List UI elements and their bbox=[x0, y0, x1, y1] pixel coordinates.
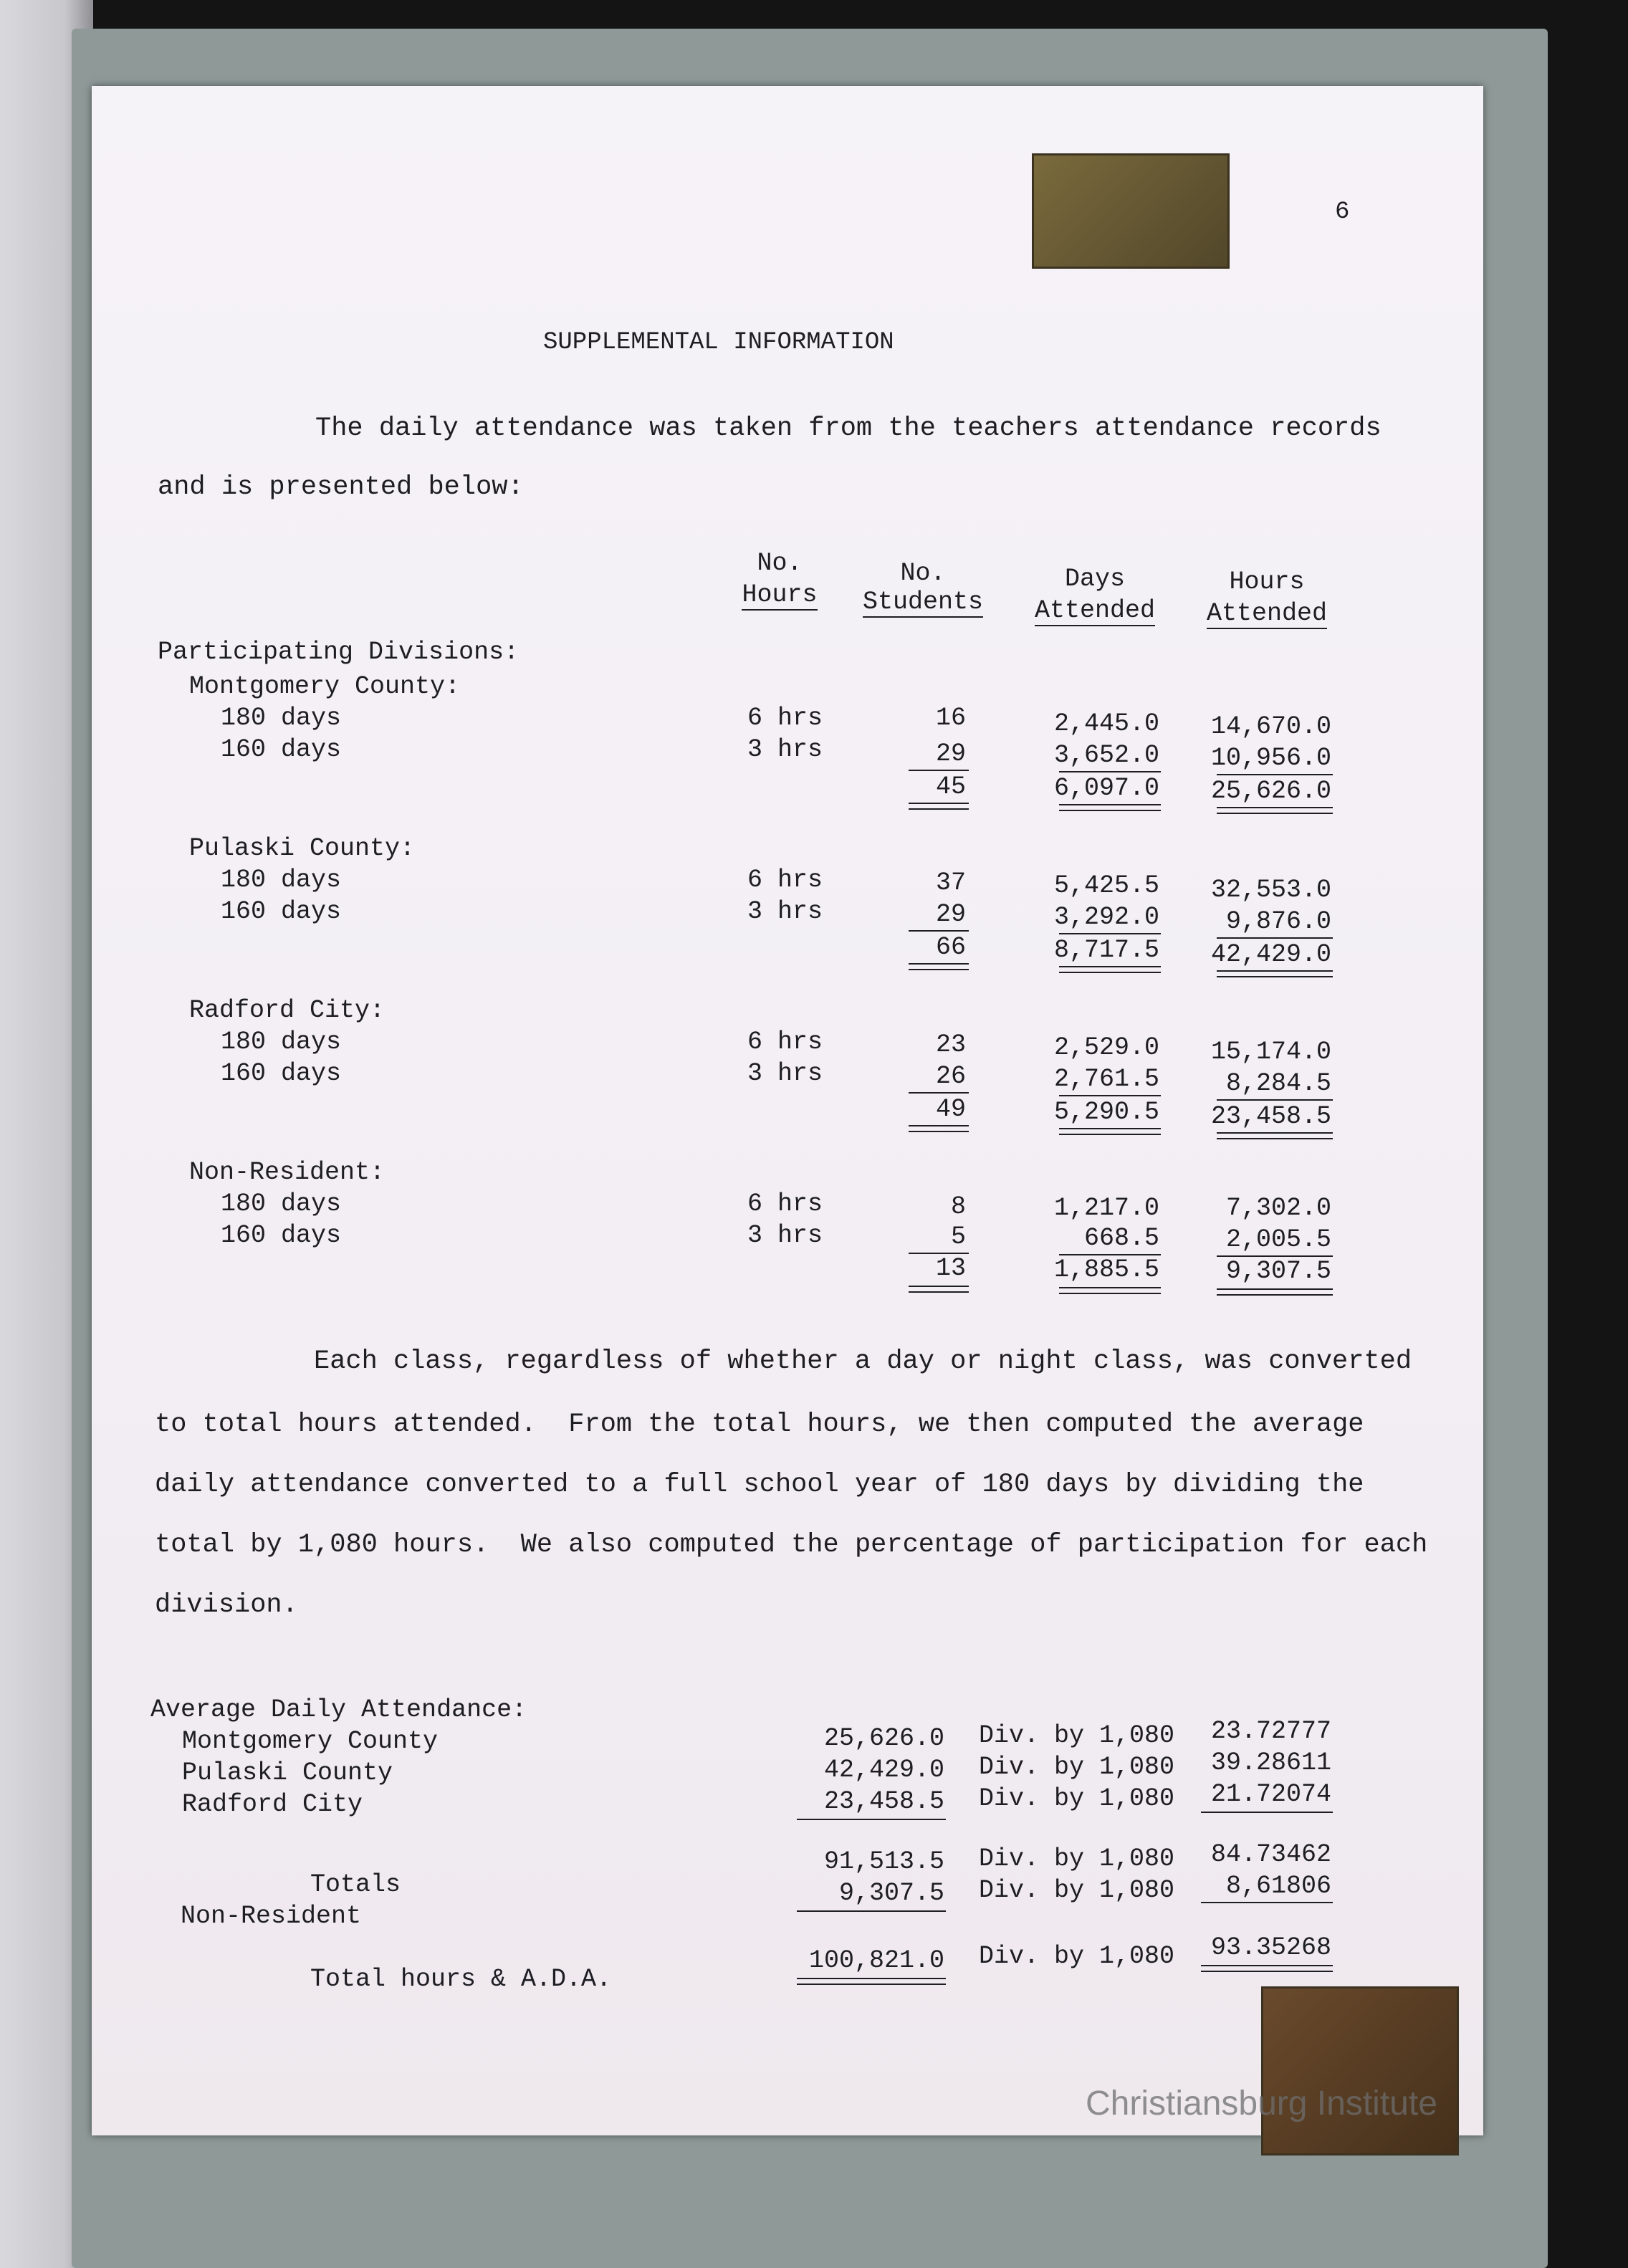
ada-row-label: Montgomery County bbox=[182, 1727, 439, 1756]
subtotal-rule bbox=[1059, 771, 1161, 772]
total-days: 6,097.0 bbox=[1053, 774, 1159, 803]
total-days: 8,717.5 bbox=[1053, 936, 1159, 965]
total-double-rule bbox=[909, 803, 969, 810]
ada-row-label: Pulaski County bbox=[182, 1759, 393, 1787]
row-label: 180 days bbox=[221, 866, 342, 894]
row-hours: 3 hrs bbox=[747, 1059, 823, 1088]
ada-totals-divisor: Div. by 1,080 bbox=[979, 1844, 1175, 1873]
subtotal-rule bbox=[909, 1092, 969, 1094]
ada-row-divisor: Div. by 1,080 bbox=[979, 1721, 1175, 1750]
row-label: 180 days bbox=[221, 1028, 342, 1056]
total-double-rule bbox=[1059, 1287, 1161, 1294]
paragraph-line: division. bbox=[155, 1590, 298, 1620]
total-double-rule bbox=[1059, 1128, 1161, 1135]
row-days: 3,652.0 bbox=[1053, 741, 1159, 770]
page-number: 6 bbox=[1335, 198, 1350, 226]
row-days: 668.5 bbox=[1083, 1224, 1159, 1253]
total-double-rule bbox=[1217, 1132, 1333, 1139]
watermark: Christiansburg Institute bbox=[1086, 2085, 1437, 2123]
ada-grand-divisor: Div. by 1,080 bbox=[979, 1942, 1175, 1971]
ada-nonres-hours: 9,307.5 bbox=[838, 1879, 944, 1908]
total-double-rule bbox=[1059, 804, 1161, 811]
row-hours-attended: 8,284.5 bbox=[1225, 1069, 1331, 1098]
row-students: 16 bbox=[935, 704, 966, 732]
row-label: 160 days bbox=[221, 897, 342, 926]
row-students: 37 bbox=[935, 869, 966, 897]
row-hours-attended: 10,956.0 bbox=[1210, 744, 1331, 772]
header-days-line2: Attended bbox=[1034, 596, 1156, 625]
header-hours-line1: No. bbox=[757, 549, 803, 578]
total-double-rule bbox=[909, 1125, 969, 1132]
total-double-rule bbox=[1217, 1288, 1333, 1296]
row-days: 3,292.0 bbox=[1053, 903, 1159, 932]
subtotal-rule bbox=[1217, 937, 1333, 939]
division-name: Radford City: bbox=[189, 996, 386, 1025]
total-students: 13 bbox=[935, 1254, 966, 1283]
ada-nonres-result: 8,61806 bbox=[1225, 1872, 1331, 1900]
row-days: 2,529.0 bbox=[1053, 1033, 1159, 1062]
header-students-line2: Students bbox=[862, 588, 984, 616]
row-hours: 6 hrs bbox=[747, 1028, 823, 1056]
paper-weight-bottom bbox=[1261, 1986, 1459, 2155]
row-students: 29 bbox=[935, 900, 966, 929]
document-page bbox=[92, 86, 1483, 2135]
paragraph-line: Each class, regardless of whether a day or night class, was converted bbox=[314, 1346, 1412, 1377]
paper-weight-top bbox=[1032, 153, 1230, 269]
ada-nonres-divisor: Div. by 1,080 bbox=[979, 1876, 1175, 1905]
division-name: Pulaski County: bbox=[189, 834, 416, 863]
row-hours: 3 hrs bbox=[747, 1221, 823, 1250]
total-hours-attended: 9,307.5 bbox=[1225, 1257, 1331, 1286]
total-days: 1,885.5 bbox=[1053, 1255, 1159, 1284]
ada-row-result: 39.28611 bbox=[1210, 1748, 1331, 1777]
header-hours-line2: Hours bbox=[742, 580, 818, 609]
row-days: 2,761.5 bbox=[1053, 1065, 1159, 1094]
ada-row-hours: 25,626.0 bbox=[823, 1724, 944, 1753]
division-name: Non-Resident: bbox=[189, 1158, 386, 1187]
division-name: Montgomery County: bbox=[189, 672, 461, 701]
total-hours-attended: 25,626.0 bbox=[1210, 777, 1331, 805]
paragraph-line: total by 1,080 hours. We also computed the percentage of participation for each bbox=[155, 1530, 1428, 1560]
header-hrsatt-line2: Attended bbox=[1206, 599, 1328, 628]
ada-row-divisor: Div. by 1,080 bbox=[979, 1753, 1175, 1781]
paragraph-line: to total hours attended. From the total hours, we then computed the average bbox=[155, 1410, 1364, 1440]
header-hrsatt-line1: Hours bbox=[1229, 568, 1305, 596]
total-hours-attended: 42,429.0 bbox=[1210, 940, 1331, 969]
ada-subtotal-rule bbox=[797, 1819, 946, 1820]
ada-row-hours: 42,429.0 bbox=[823, 1756, 944, 1784]
row-students: 23 bbox=[935, 1030, 966, 1059]
total-days: 5,290.5 bbox=[1053, 1098, 1159, 1126]
ada-row-divisor: Div. by 1,080 bbox=[979, 1784, 1175, 1813]
total-double-rule bbox=[909, 963, 969, 970]
header-students-line1: No. bbox=[900, 559, 946, 588]
ada-row-label: Radford City bbox=[182, 1790, 363, 1819]
participating-label: Participating Divisions: bbox=[158, 638, 519, 666]
row-students: 26 bbox=[935, 1062, 966, 1091]
ada-totals-label: Totals bbox=[310, 1870, 401, 1899]
ada-nonres-label: Non-Resident bbox=[181, 1902, 362, 1930]
row-days: 5,425.5 bbox=[1053, 871, 1159, 900]
row-label: 180 days bbox=[221, 1190, 342, 1218]
paragraph-line: daily attendance converted to a full school year of 180 days by dividing the bbox=[155, 1470, 1364, 1500]
row-hours: 6 hrs bbox=[747, 866, 823, 894]
row-hours-attended: 14,670.0 bbox=[1210, 712, 1331, 741]
ada-row-hours: 23,458.5 bbox=[823, 1787, 944, 1816]
row-label: 160 days bbox=[221, 1221, 342, 1250]
subtotal-rule bbox=[1217, 1099, 1333, 1101]
subtotal-rule bbox=[1059, 1095, 1161, 1096]
row-hours: 6 hrs bbox=[747, 704, 823, 732]
row-hours-attended: 7,302.0 bbox=[1225, 1194, 1331, 1222]
total-students: 45 bbox=[935, 772, 966, 801]
total-double-rule bbox=[1217, 807, 1333, 814]
row-hours-attended: 32,553.0 bbox=[1210, 876, 1331, 904]
total-double-rule bbox=[1059, 966, 1161, 973]
row-days: 1,217.0 bbox=[1053, 1194, 1159, 1222]
row-hours-attended: 9,876.0 bbox=[1225, 907, 1331, 936]
subtotal-rule bbox=[909, 930, 969, 932]
subtotal-rule bbox=[909, 770, 969, 771]
total-double-rule bbox=[1217, 970, 1333, 977]
ada-total-rule bbox=[797, 1910, 946, 1912]
ada-grand-label: Total hours & A.D.A. bbox=[310, 1965, 612, 1994]
row-label: 160 days bbox=[221, 1059, 342, 1088]
ada-subtotal-rule bbox=[1201, 1812, 1333, 1813]
page-title: SUPPLEMENTAL INFORMATION bbox=[543, 329, 894, 356]
total-double-rule bbox=[909, 1286, 969, 1293]
intro-line-2: and is presented below: bbox=[158, 472, 524, 502]
row-hours: 6 hrs bbox=[747, 1190, 823, 1218]
ada-row-result: 21.72074 bbox=[1210, 1780, 1331, 1809]
row-days: 2,445.0 bbox=[1053, 709, 1159, 738]
ada-heading: Average Daily Attendance: bbox=[150, 1695, 527, 1724]
intro-line-1: The daily attendance was taken from the teachers attendance records bbox=[315, 413, 1382, 444]
ada-grand-result: 93.35268 bbox=[1210, 1933, 1331, 1962]
row-students: 5 bbox=[950, 1222, 966, 1251]
row-hours-attended: 15,174.0 bbox=[1210, 1038, 1331, 1066]
row-hours: 3 hrs bbox=[747, 735, 823, 764]
row-label: 160 days bbox=[221, 735, 342, 764]
header-days-line1: Days bbox=[1064, 565, 1125, 593]
ada-grand-double-rule bbox=[797, 1978, 946, 1985]
row-hours-attended: 2,005.5 bbox=[1225, 1225, 1331, 1254]
subtotal-rule bbox=[1217, 774, 1333, 775]
total-hours-attended: 23,458.5 bbox=[1210, 1102, 1331, 1131]
row-students: 29 bbox=[935, 740, 966, 768]
ada-total-rule bbox=[1201, 1902, 1333, 1903]
row-students: 8 bbox=[950, 1192, 966, 1221]
ada-totals-result: 84.73462 bbox=[1210, 1840, 1331, 1869]
subtotal-rule bbox=[1059, 933, 1161, 934]
total-students: 49 bbox=[935, 1095, 966, 1124]
row-label: 180 days bbox=[221, 704, 342, 732]
ada-grand-double-rule bbox=[1201, 1965, 1333, 1972]
ada-grand-hours: 100,821.0 bbox=[808, 1946, 944, 1975]
ada-totals-hours: 91,513.5 bbox=[823, 1847, 944, 1876]
total-students: 66 bbox=[935, 933, 966, 962]
ada-row-result: 23.72777 bbox=[1210, 1717, 1331, 1746]
row-hours: 3 hrs bbox=[747, 897, 823, 926]
